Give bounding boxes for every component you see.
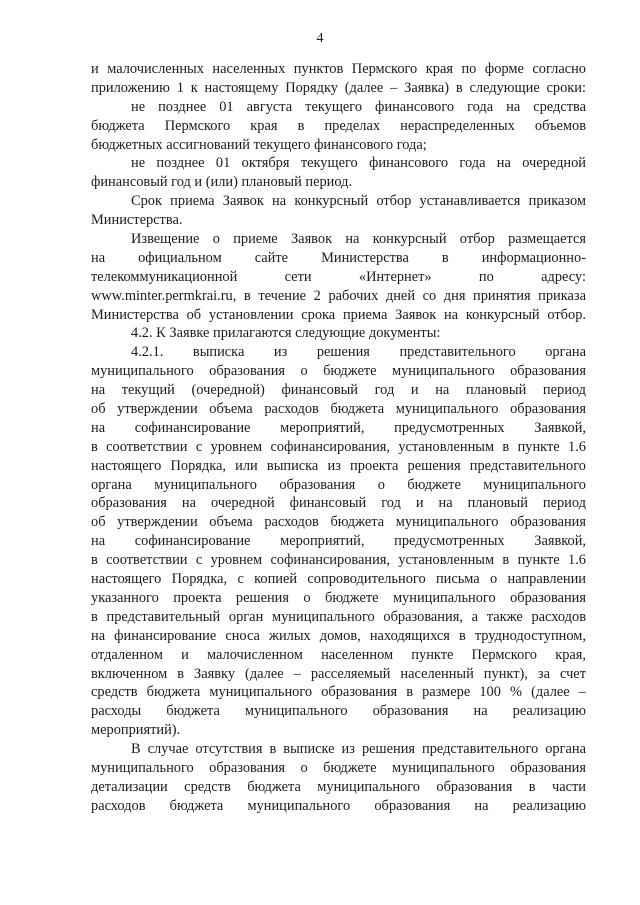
text-line: на финансирование сноса жилых домов, находящихся в труднодоступном, bbox=[91, 627, 586, 644]
text-line: органа муниципального образования о бюджете муниципального bbox=[91, 476, 586, 493]
text-line: муниципального образования о бюджете муниципального образования bbox=[91, 759, 586, 776]
text-line: на официальном сайте Министерства в информационно- bbox=[91, 249, 586, 266]
text-line: отдаленном и малочисленном населенном пункте Пермского края, bbox=[91, 646, 586, 663]
text-line: Срок приема Заявок на конкурсный отбор устанавливается приказом bbox=[131, 193, 586, 210]
text-line: 4.2.1. выписка из решения представительного органа bbox=[131, 344, 586, 361]
text-line: настоящего Порядка, или выписка из проекта решения представительного bbox=[91, 457, 586, 474]
text-line: Извещение о приеме Заявок на конкурсный отбор размещается bbox=[131, 231, 586, 248]
text-line: об утверждении объема расходов бюджета муниципального образования bbox=[91, 401, 586, 418]
text-line: образования на очередной финансовый год и на плановый период bbox=[91, 495, 586, 512]
text-line: расходы бюджета муниципального образования на реализацию bbox=[91, 703, 586, 720]
text-line: расходов бюджета муниципального образования на реализацию bbox=[91, 797, 586, 814]
text-line: Министерства. bbox=[91, 212, 183, 229]
text-line: в соответствии с уровнем софинансирования, установленным в пункте 1.6 bbox=[91, 438, 586, 455]
text-line: включенном в Заявку (далее – расселяемый населенный пункт), за счет bbox=[91, 665, 586, 682]
text-line: не позднее 01 октября текущего финансового года на очередной bbox=[131, 155, 586, 172]
text-line: www.minter.permkrai.ru, в течение 2 рабочих дней со дня принятия приказа bbox=[91, 287, 586, 304]
text-line: в соответствии с уровнем софинансирования, установленным в пункте 1.6 bbox=[91, 552, 586, 569]
text-line: на софинансирование мероприятий, предусмотренных Заявкой, bbox=[91, 533, 586, 550]
text-line: муниципального образования о бюджете муниципального образования bbox=[91, 363, 586, 380]
text-line: финансовый год и (или) плановый период. bbox=[91, 174, 353, 191]
text-line: и малочисленных населенных пунктов Пермского края по форме согласно bbox=[91, 61, 586, 77]
text-line: на софинансирование мероприятий, предусмотренных Заявкой, bbox=[91, 419, 586, 436]
text-line: бюджетных ассигнований текущего финансового года; bbox=[91, 136, 427, 153]
document-body bbox=[91, 60, 586, 816]
text-line: В случае отсутствия в выписке из решения представительного органа bbox=[131, 741, 586, 758]
text-line: на текущий (очередной) финансовый год и на плановый период bbox=[91, 382, 586, 399]
text-line: Министерства об установлении срока приема Заявок на конкурсный отбор. bbox=[91, 306, 586, 323]
text-line: об утверждении объема расходов бюджета муниципального образования bbox=[91, 514, 586, 531]
text-line: не позднее 01 августа текущего финансового года на средства bbox=[131, 98, 586, 115]
text-line: детализации средств бюджета муниципального образования в части bbox=[91, 778, 586, 795]
text-line: мероприятий). bbox=[91, 722, 181, 739]
page-number: 4 bbox=[316, 31, 324, 46]
text-line: 4.2. К Заявке прилагаются следующие документы: bbox=[131, 325, 441, 342]
text-line: телекоммуникационной сети «Интернет» по адресу: bbox=[91, 268, 586, 285]
text-line: бюджета Пермского края в пределах нераспределенных объемов bbox=[91, 117, 586, 134]
text-line: в представительный орган муниципального образования, а также расходов bbox=[91, 608, 586, 625]
text-line: указанного проекта решения о бюджете муниципального образования bbox=[91, 589, 586, 606]
text-line: приложению 1 к настоящему Порядку (далее – Заявка) в следующие сроки: bbox=[91, 79, 586, 96]
text-line: средств бюджета муниципального образования в размере 100 % (далее – bbox=[91, 684, 586, 701]
text-line: настоящего Порядка, с копией сопроводительного письма о направлении bbox=[91, 571, 586, 588]
